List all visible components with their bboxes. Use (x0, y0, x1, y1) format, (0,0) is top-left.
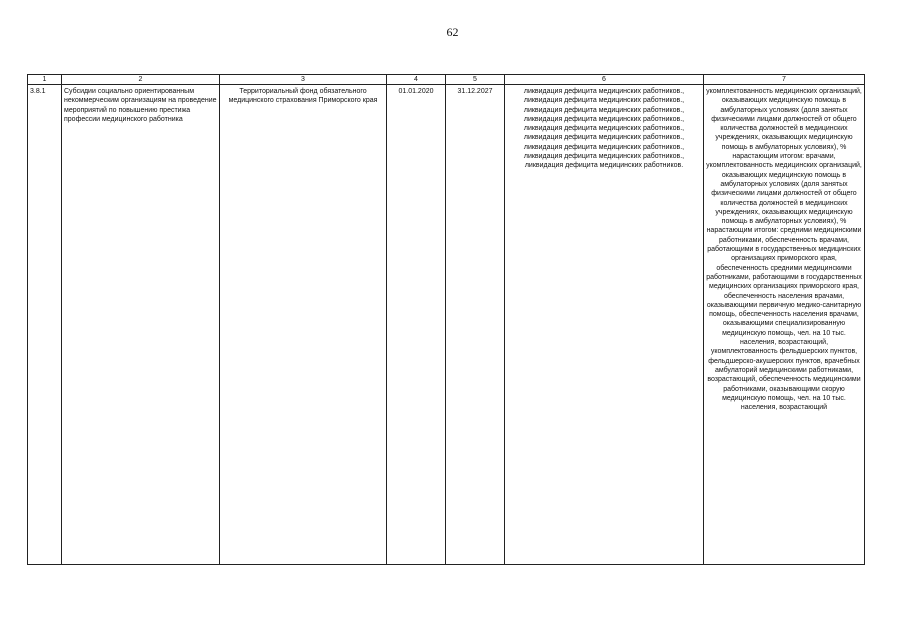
header-col-2: 2 (62, 75, 220, 85)
cell-item-number: 3.8.1 (28, 85, 62, 565)
cell-indicators: укомплектованность медицинских организаций, оказывающих медицинскую помощь в амбулаторных условиях (доля занятых физическими лицами должностей от общего количества должностей в медицинских учреждениях, оказывающих медицинскую помощь в амбулаторных условиях), % нарастающим итогом: врачами, укомплектованность медицинских организаций, оказывающих медицинскую помощь в амбулаторных условиях (доля занятых физическими лицами должностей от общего количества должностей в медицинских учреждениях, оказывающих медицинскую помощь в амбулаторных условиях), % нарастающим итогом: средними медицинскими работниками, обеспеченность врачами, работающими в государственных медицинских организациях приморского края, обеспеченность средними медицинскими работниками, работающими в государственных медицинских организациях приморского края, обеспеченность населения врачами, оказывающими первичную медико-санитарную помощь, обеспеченность населения врачами, оказывающими специализированную медицинскую помощь, чел. на 10 тыс. населения, возрастающий, укомплектованность фельдшерских пунктов, фельдшерско-акушерских пунктов, врачебных амбулаторий медицинскими работниками, возрастающий, обеспеченность медицинскими работниками, оказывающими скорую медицинскую помощь, чел. на 10 тыс. населения, возрастающий (704, 85, 865, 565)
cell-start-date: 01.01.2020 (387, 85, 446, 565)
header-col-3: 3 (220, 75, 387, 85)
table-row (28, 85, 865, 565)
header-col-6: 6 (505, 75, 704, 85)
cell-activity-name: Субсидии социально ориентированным некоммерческим организациям на проведение мероприятий по повышению престижа профессии медицинского работника (62, 85, 220, 565)
page-number: 62 (446, 25, 459, 39)
cell-end-date: 31.12.2027 (446, 85, 505, 565)
header-row (28, 75, 865, 85)
header-col-1: 1 (28, 75, 62, 85)
cell-responsible-party: Территориальный фонд обязательного медицинского страхования Приморского края (220, 85, 387, 565)
cell-expected-result: ликвидация дефицита медицинских работников., ликвидация дефицита медицинских работников., ликвидация дефицита медицинских работников., ликвидация дефицита медицинских работников., ликвидация дефицита медицинских работников., ликвидация дефицита медицинских работников., ликвидация дефицита медицинских работников., ликвидация дефицита медицинских работников., ликвидация дефицита медицинских работников. (505, 85, 704, 565)
header-col-7: 7 (704, 75, 865, 85)
header-col-4: 4 (387, 75, 446, 85)
header-col-5: 5 (446, 75, 505, 85)
program-table (27, 74, 865, 565)
